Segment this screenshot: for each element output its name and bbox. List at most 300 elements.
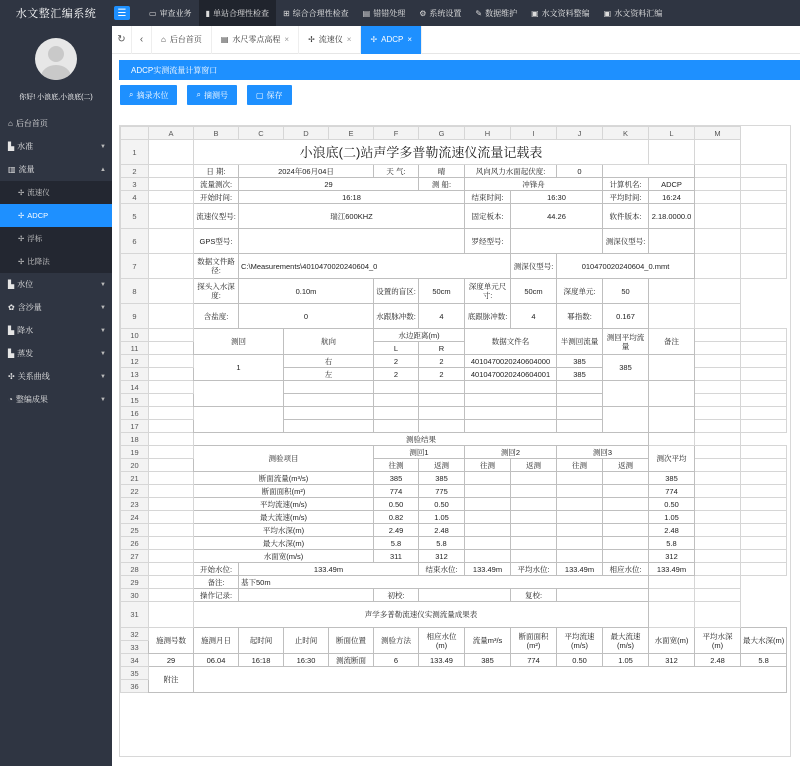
cell[interactable]: 1.05 (603, 654, 649, 667)
cell[interactable] (149, 254, 194, 279)
cell[interactable]: 测回平均流量 (603, 329, 649, 355)
cell[interactable] (741, 446, 787, 459)
cell[interactable] (149, 304, 194, 329)
row-number[interactable]: 32 (121, 628, 149, 641)
cell[interactable]: 385 (603, 355, 649, 381)
cell[interactable] (374, 381, 419, 394)
cell[interactable]: 385 (557, 368, 603, 381)
cell[interactable]: 流量m³/s (465, 628, 511, 654)
cell[interactable]: 2 (419, 355, 465, 368)
cell[interactable] (511, 485, 557, 498)
cell[interactable] (695, 472, 741, 485)
cell[interactable]: 最大水深(m) (741, 628, 787, 654)
cell[interactable] (649, 304, 695, 329)
cell[interactable] (741, 394, 787, 407)
tab-gauge-zero[interactable]: ▤ 水尺零点高程 × (212, 26, 299, 54)
row-number[interactable]: 33 (121, 641, 149, 654)
cell[interactable]: 2 (374, 355, 419, 368)
cell[interactable] (557, 420, 603, 433)
sidebar-item-rain[interactable]: ▙ 降水 ▼ (8, 326, 106, 335)
cell[interactable] (557, 381, 603, 394)
close-icon[interactable]: × (284, 35, 290, 44)
row-number[interactable]: 26 (121, 537, 149, 550)
cell[interactable]: 平均水深(m) (695, 628, 741, 654)
topnav-data-summary[interactable]: ▣ 水文资料汇编 (603, 8, 663, 18)
cell[interactable]: 数据文件路径: (194, 254, 239, 279)
cell[interactable]: 133.49 (419, 654, 465, 667)
cell[interactable]: 往测 (374, 459, 419, 472)
cell[interactable] (465, 524, 511, 537)
cell[interactable]: 最大水深(m) (194, 537, 374, 550)
cell[interactable] (649, 407, 695, 433)
sidebar-item-curve[interactable]: ✣ 关系曲线 ▼ (8, 372, 106, 381)
cell[interactable] (419, 381, 465, 394)
cell[interactable]: 1 (194, 355, 284, 381)
cell[interactable]: 测深仪型号: (511, 254, 557, 279)
sidebar-item-adcp[interactable]: ✢ ADCP (0, 204, 112, 227)
column-header[interactable]: M (695, 127, 741, 140)
column-header[interactable]: C (239, 127, 284, 140)
cell[interactable]: 冲锋舟 (465, 178, 603, 191)
row-number[interactable]: 20 (121, 459, 149, 472)
column-header[interactable]: D (284, 127, 329, 140)
cell[interactable] (695, 446, 741, 459)
cell[interactable]: 50 (603, 279, 649, 304)
cell[interactable]: 右 (284, 355, 374, 368)
cell[interactable]: GPS型号: (194, 229, 239, 254)
cell[interactable] (149, 407, 194, 420)
cell[interactable] (741, 459, 787, 472)
cell[interactable] (695, 459, 741, 472)
cell[interactable]: 幂指数: (557, 304, 603, 329)
cell[interactable]: 流量测次: (194, 178, 239, 191)
cell[interactable] (741, 511, 787, 524)
cell[interactable] (511, 229, 603, 254)
row-number[interactable]: 11 (121, 342, 149, 355)
cell[interactable] (149, 563, 194, 576)
cell[interactable]: 4 (419, 304, 465, 329)
cell[interactable]: 2.48 (649, 524, 695, 537)
cell[interactable]: 计算机名: (603, 178, 649, 191)
refresh-icon[interactable]: ↻ (112, 26, 132, 54)
cell[interactable]: 2.18.0000.0 (649, 204, 695, 229)
cell[interactable]: 探头入水深度: (194, 279, 239, 304)
cell[interactable]: 晴 (419, 165, 465, 178)
cell[interactable] (557, 524, 603, 537)
cell[interactable]: 2.48 (419, 524, 465, 537)
extract-water-level-button[interactable]: ⌕ 摘录水位 (120, 85, 177, 105)
cell[interactable]: 返测 (603, 459, 649, 472)
cell[interactable] (557, 407, 603, 420)
cell[interactable]: 16:30 (284, 654, 329, 667)
cell[interactable] (149, 524, 194, 537)
cell[interactable] (741, 563, 787, 576)
cell[interactable] (649, 229, 695, 254)
cell[interactable] (284, 407, 374, 420)
cell[interactable]: 罗经型号: (465, 229, 511, 254)
cell[interactable]: 测流断面 (329, 654, 374, 667)
cell[interactable]: 流速仪型号: (194, 204, 239, 229)
cell[interactable] (149, 446, 194, 459)
cell[interactable] (603, 485, 649, 498)
row-number[interactable]: 31 (121, 602, 149, 628)
cell[interactable] (695, 355, 741, 368)
cell[interactable] (695, 165, 741, 178)
cell[interactable]: 测回1 (374, 446, 465, 459)
cell[interactable]: 平均流速(m/s) (557, 628, 603, 654)
cell[interactable]: 16:30 (511, 191, 603, 204)
cell[interactable] (149, 602, 194, 628)
cell[interactable] (374, 407, 419, 420)
cell[interactable] (649, 355, 695, 381)
sidebar-item-water-level[interactable]: ▙ 水位 ▼ (8, 280, 106, 289)
cell[interactable]: 相应水位(m) (419, 628, 465, 654)
cell[interactable]: C:\Measurements\4010470020240604_0 (239, 254, 511, 279)
cell[interactable]: 日 期: (194, 165, 239, 178)
cell[interactable]: 0.82 (374, 511, 419, 524)
cell[interactable]: 4010470020240604001 (465, 368, 557, 381)
sidebar-item-home[interactable]: ⌂ 后台首页 (8, 119, 48, 128)
cell[interactable]: 断面位置 (329, 628, 374, 654)
cell[interactable] (149, 420, 194, 433)
cell[interactable]: 平均水位: (511, 563, 557, 576)
cell[interactable]: 5.8 (374, 537, 419, 550)
cell[interactable]: 起时间 (239, 628, 284, 654)
cell[interactable]: 133.49m (557, 563, 603, 576)
cell[interactable] (149, 433, 194, 446)
cell[interactable]: 断面流量(m³/s) (194, 472, 374, 485)
row-number[interactable]: 27 (121, 550, 149, 563)
cell[interactable] (557, 472, 603, 485)
cell[interactable]: 左 (284, 368, 374, 381)
cell[interactable]: 水边距离(m) (374, 329, 465, 342)
cell[interactable]: 0.50 (557, 654, 603, 667)
cell[interactable] (695, 589, 741, 602)
cell[interactable] (695, 394, 741, 407)
cell[interactable]: L (374, 342, 419, 355)
cell[interactable] (741, 550, 787, 563)
cell[interactable]: 声学多普勒流速仪实测流量成果表 (194, 602, 649, 628)
column-header[interactable]: J (557, 127, 603, 140)
cell[interactable] (511, 550, 557, 563)
cell[interactable] (149, 165, 194, 178)
cell[interactable]: 备注 (649, 329, 695, 355)
sheet-title[interactable]: 小浪底(二)站声学多普勒流速仪流量记载表 (194, 140, 649, 165)
cell[interactable] (741, 165, 787, 178)
cell[interactable]: 774 (511, 654, 557, 667)
cell[interactable] (284, 420, 374, 433)
column-header[interactable]: L (649, 127, 695, 140)
cell[interactable] (465, 394, 557, 407)
cell[interactable]: ADCP (649, 178, 695, 191)
cell[interactable]: 010470020240604_0.mmt (557, 254, 695, 279)
cell[interactable]: 312 (419, 550, 465, 563)
cell[interactable]: 44.26 (511, 204, 603, 229)
cell[interactable] (511, 524, 557, 537)
cell[interactable]: 385 (649, 472, 695, 485)
cell[interactable]: 16:18 (239, 191, 465, 204)
cell[interactable]: 瑞江600KHZ (239, 204, 465, 229)
cell[interactable]: 06.04 (194, 654, 239, 667)
tab-current-meter[interactable]: ✢ 流速仪 × (299, 26, 361, 54)
cell[interactable] (695, 511, 741, 524)
cell[interactable]: 2024年06月04日 (239, 165, 374, 178)
column-header[interactable]: K (603, 127, 649, 140)
cell[interactable]: 2.48 (695, 654, 741, 667)
cell[interactable] (465, 420, 557, 433)
cell[interactable]: 施测号数 (149, 628, 194, 654)
cell[interactable]: 2.49 (374, 524, 419, 537)
sidebar-item-slope[interactable]: ✢ 比降法 (0, 250, 112, 273)
cell[interactable] (239, 229, 465, 254)
cell[interactable] (194, 381, 284, 407)
cell[interactable] (695, 407, 741, 420)
cell[interactable] (695, 485, 741, 498)
close-icon[interactable]: × (407, 35, 413, 44)
row-number[interactable]: 7 (121, 254, 149, 279)
cell[interactable]: 往测 (465, 459, 511, 472)
cell[interactable] (603, 524, 649, 537)
spreadsheet[interactable] (119, 125, 791, 757)
cell[interactable] (149, 550, 194, 563)
cell[interactable]: 施测月日 (194, 628, 239, 654)
cell[interactable]: 测次平均 (649, 446, 695, 472)
cell[interactable] (419, 420, 465, 433)
cell[interactable] (557, 550, 603, 563)
cell[interactable] (374, 394, 419, 407)
cell[interactable] (603, 511, 649, 524)
cell[interactable] (649, 576, 695, 589)
cell[interactable] (741, 537, 787, 550)
cell[interactable]: 29 (149, 654, 194, 667)
row-number[interactable]: 1 (121, 140, 149, 165)
cell[interactable]: 水面宽(m/s) (194, 550, 374, 563)
row-number[interactable]: 6 (121, 229, 149, 254)
cell[interactable] (603, 537, 649, 550)
cell[interactable]: 设置的盲区: (374, 279, 419, 304)
cell[interactable] (695, 498, 741, 511)
row-number[interactable]: 34 (121, 654, 149, 667)
row-number[interactable]: 3 (121, 178, 149, 191)
cell[interactable] (695, 204, 741, 229)
cell[interactable] (603, 550, 649, 563)
menu-icon[interactable]: ☰ (114, 6, 130, 20)
cell[interactable] (741, 524, 787, 537)
tab-adcp[interactable]: ✢ ADCP × (361, 26, 422, 54)
column-header[interactable]: B (194, 127, 239, 140)
topnav-data-maintenance[interactable]: ✎ 数据维护 (475, 8, 518, 18)
cell[interactable] (149, 381, 194, 394)
cell[interactable] (419, 589, 511, 602)
row-number[interactable]: 12 (121, 355, 149, 368)
cell[interactable] (649, 279, 695, 304)
cell[interactable] (741, 407, 787, 420)
cell[interactable] (695, 550, 741, 563)
cell[interactable]: 1.05 (419, 511, 465, 524)
cell[interactable]: 测验结果 (194, 433, 649, 446)
row-number[interactable]: 2 (121, 165, 149, 178)
cell[interactable] (419, 394, 465, 407)
cell[interactable] (557, 537, 603, 550)
cell[interactable] (695, 178, 741, 191)
cell[interactable]: 16:24 (649, 191, 695, 204)
cell[interactable] (465, 498, 511, 511)
cell[interactable]: 0 (557, 165, 603, 178)
cell[interactable] (695, 524, 741, 537)
cell[interactable] (741, 204, 787, 229)
topnav-audit[interactable]: ▭ 审查业务 (149, 8, 192, 18)
cell[interactable]: 5.8 (649, 537, 695, 550)
cell[interactable]: 测回 (194, 329, 284, 355)
cell[interactable] (149, 511, 194, 524)
cell[interactable]: 774 (649, 485, 695, 498)
cell[interactable] (465, 381, 557, 394)
row-number[interactable]: 17 (121, 420, 149, 433)
cell[interactable]: 底跟脉冲数: (465, 304, 511, 329)
cell[interactable]: 16:18 (239, 654, 284, 667)
cell[interactable]: 385 (419, 472, 465, 485)
cell[interactable] (557, 485, 603, 498)
cell[interactable]: 初校: (374, 589, 419, 602)
cell[interactable]: 4 (511, 304, 557, 329)
cell[interactable]: 2 (419, 368, 465, 381)
column-header[interactable]: I (511, 127, 557, 140)
cell[interactable]: R (419, 342, 465, 355)
cell[interactable]: 0.50 (419, 498, 465, 511)
cell[interactable] (741, 498, 787, 511)
cell[interactable]: 深度单元: (557, 279, 603, 304)
cell[interactable]: 2 (374, 368, 419, 381)
cell[interactable] (284, 381, 374, 394)
chevron-left-icon[interactable]: ‹ (132, 26, 152, 54)
cell[interactable]: 操作记录: (194, 589, 239, 602)
cell[interactable]: 返测 (511, 459, 557, 472)
cell[interactable]: 312 (649, 654, 695, 667)
cell[interactable] (603, 165, 695, 178)
cell[interactable]: 数据文件名 (465, 329, 557, 355)
cell[interactable] (557, 498, 603, 511)
cell[interactable] (695, 576, 741, 589)
cell[interactable] (695, 191, 741, 204)
cell[interactable] (149, 459, 194, 472)
row-number[interactable]: 18 (121, 433, 149, 446)
cell[interactable]: 备注: (194, 576, 239, 589)
cell[interactable]: 测回3 (557, 446, 649, 459)
row-number[interactable]: 22 (121, 485, 149, 498)
cell[interactable] (741, 342, 787, 355)
cell[interactable]: 风向风力水面起伏度: (465, 165, 557, 178)
cell[interactable]: 312 (649, 550, 695, 563)
topnav-error-handling[interactable]: ▤ 错错处理 (362, 8, 406, 18)
cell[interactable]: 测 船: (419, 178, 465, 191)
cell[interactable]: 软件版本: (603, 204, 649, 229)
cell[interactable]: 往测 (557, 459, 603, 472)
cell[interactable]: 133.49m (465, 563, 511, 576)
save-button[interactable]: ▢ 保存 (247, 85, 292, 105)
cell[interactable] (695, 381, 741, 394)
row-number[interactable]: 5 (121, 204, 149, 229)
cell[interactable]: 5.8 (741, 654, 787, 667)
cell[interactable] (695, 563, 741, 576)
cell[interactable] (239, 589, 374, 602)
cell[interactable] (419, 407, 465, 420)
topnav-system-settings[interactable]: ⚙ 系统设置 (419, 8, 462, 18)
cell[interactable] (695, 433, 741, 446)
cell[interactable] (557, 589, 649, 602)
cell[interactable]: 基下50m (239, 576, 649, 589)
cell[interactable]: 311 (374, 550, 419, 563)
cell[interactable] (284, 394, 374, 407)
row-number[interactable]: 25 (121, 524, 149, 537)
cell[interactable] (741, 485, 787, 498)
cell[interactable] (649, 589, 695, 602)
cell[interactable] (695, 329, 741, 342)
cell[interactable] (649, 433, 695, 446)
row-number[interactable]: 16 (121, 407, 149, 420)
cell[interactable] (465, 511, 511, 524)
cell[interactable] (557, 394, 603, 407)
cell[interactable] (695, 420, 741, 433)
cell[interactable] (149, 342, 194, 355)
cell[interactable] (695, 140, 741, 165)
sidebar-item-float[interactable]: ✢ 浮标 (0, 227, 112, 250)
row-number[interactable]: 19 (121, 446, 149, 459)
cell[interactable] (741, 254, 787, 279)
cell[interactable] (149, 537, 194, 550)
cell[interactable]: 0.50 (649, 498, 695, 511)
cell[interactable]: 385 (374, 472, 419, 485)
cell[interactable] (465, 472, 511, 485)
cell[interactable]: 0.10m (239, 279, 374, 304)
cell[interactable] (465, 550, 511, 563)
cell[interactable]: 复校: (511, 589, 557, 602)
cell[interactable] (741, 381, 787, 394)
cell[interactable] (695, 537, 741, 550)
row-number[interactable]: 30 (121, 589, 149, 602)
sidebar-item-evaporation[interactable]: ▙ 蒸发 ▼ (8, 349, 106, 358)
cell[interactable] (149, 394, 194, 407)
cell[interactable]: 385 (557, 355, 603, 368)
cell[interactable]: 385 (465, 654, 511, 667)
cell[interactable]: 最大流速(m/s) (603, 628, 649, 654)
row-number[interactable]: 35 (121, 667, 149, 680)
cell[interactable]: 开始水位: (194, 563, 239, 576)
cell[interactable]: 4010470020240604000 (465, 355, 557, 368)
cell[interactable]: 含盐度: (194, 304, 239, 329)
row-number[interactable]: 23 (121, 498, 149, 511)
cell[interactable] (465, 407, 557, 420)
cell[interactable]: 航向 (284, 329, 374, 355)
cell[interactable] (695, 602, 741, 628)
row-number[interactable]: 29 (121, 576, 149, 589)
cell[interactable]: 返测 (419, 459, 465, 472)
cell[interactable]: 半测回流量 (557, 329, 603, 355)
cell[interactable] (149, 472, 194, 485)
cell[interactable]: 0.50 (374, 498, 419, 511)
cell[interactable] (511, 498, 557, 511)
cell[interactable] (695, 254, 741, 279)
cell[interactable]: 相应水位: (603, 563, 649, 576)
cell[interactable]: 50cm (511, 279, 557, 304)
cell[interactable]: 水面宽(m) (649, 628, 695, 654)
cell[interactable]: 断面面积(m²) (194, 485, 374, 498)
cell[interactable] (603, 407, 649, 433)
row-number[interactable]: 9 (121, 304, 149, 329)
row-number[interactable]: 28 (121, 563, 149, 576)
cell[interactable] (741, 229, 787, 254)
cell[interactable]: 附注 (149, 667, 194, 693)
cell[interactable] (557, 511, 603, 524)
